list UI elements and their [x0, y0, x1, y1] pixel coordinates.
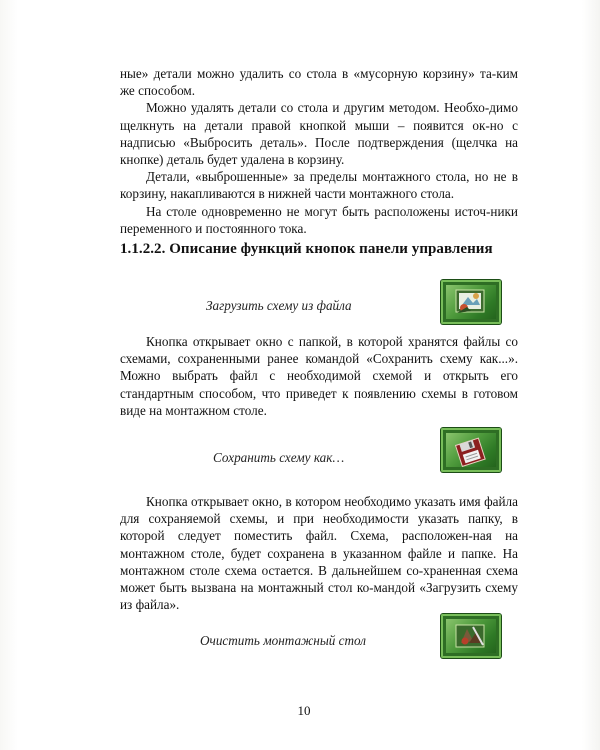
paragraph: На столе одновременно не могут быть расположены источ-ники переменного и постоянного тока. — [120, 203, 518, 236]
clear-table-label: Очистить монтажный стол — [200, 633, 367, 648]
clear-table-button[interactable] — [441, 614, 501, 658]
save-scheme-label: Сохранить схему как… — [213, 450, 345, 465]
load-scheme-label: Загрузить схему из файла — [206, 298, 352, 313]
load-scheme-icon — [453, 287, 489, 317]
paragraph: Кнопка открывает окно с папкой, в которой хранятся файлы со схемами, сохраненными ранее командой «Сохранить схему как...». Можно выбрать файл с необходимой схемой и открыть его стандартным способом, что приведет к появлению схемы в готовом виде на монтажном столе. — [120, 334, 518, 418]
intro-text — [120, 65, 518, 237]
paragraph: Можно удалять детали со стола и другим методом. Необхо-димо щелкнуть на детали правой кнопкой мыши – появится ок-но с надписью «Выбросить деталь». После подтверждения (щелчка на кнопке) деталь будет удалена в корзину. — [120, 100, 518, 168]
save-scheme-description — [120, 493, 518, 613]
clear-table-icon — [453, 621, 489, 651]
page-number: 10 — [297, 703, 311, 718]
paragraph: ные» детали можно удалить со стола в «мусорную корзину» та-ким же способом. — [120, 66, 518, 99]
paragraph: Детали, «выброшенные» за пределы монтажного стола, но не в корзину, накапливаются в нижней части монтажного стола. — [120, 169, 518, 202]
load-scheme-description — [120, 333, 518, 419]
load-scheme-button[interactable] — [441, 280, 501, 324]
save-scheme-icon — [453, 435, 489, 467]
paragraph: Кнопка открывает окно, в котором необходимо указать имя файла для сохраняемой схемы, и при необходимости указать папку, в которой следует поместить файл. Схема, расположен-ная на монтажном столе, будет сохранена в указанном файле и папке. На монтажном столе схема остается. В дальнейшем со-храненная схема может быть вызвана на монтажный стол ко-мандой «Загрузить схему из файла». — [120, 494, 518, 613]
save-scheme-button[interactable] — [441, 428, 501, 472]
section-heading: 1.1.2.2. Описание функций кнопок панели управления — [120, 241, 493, 257]
